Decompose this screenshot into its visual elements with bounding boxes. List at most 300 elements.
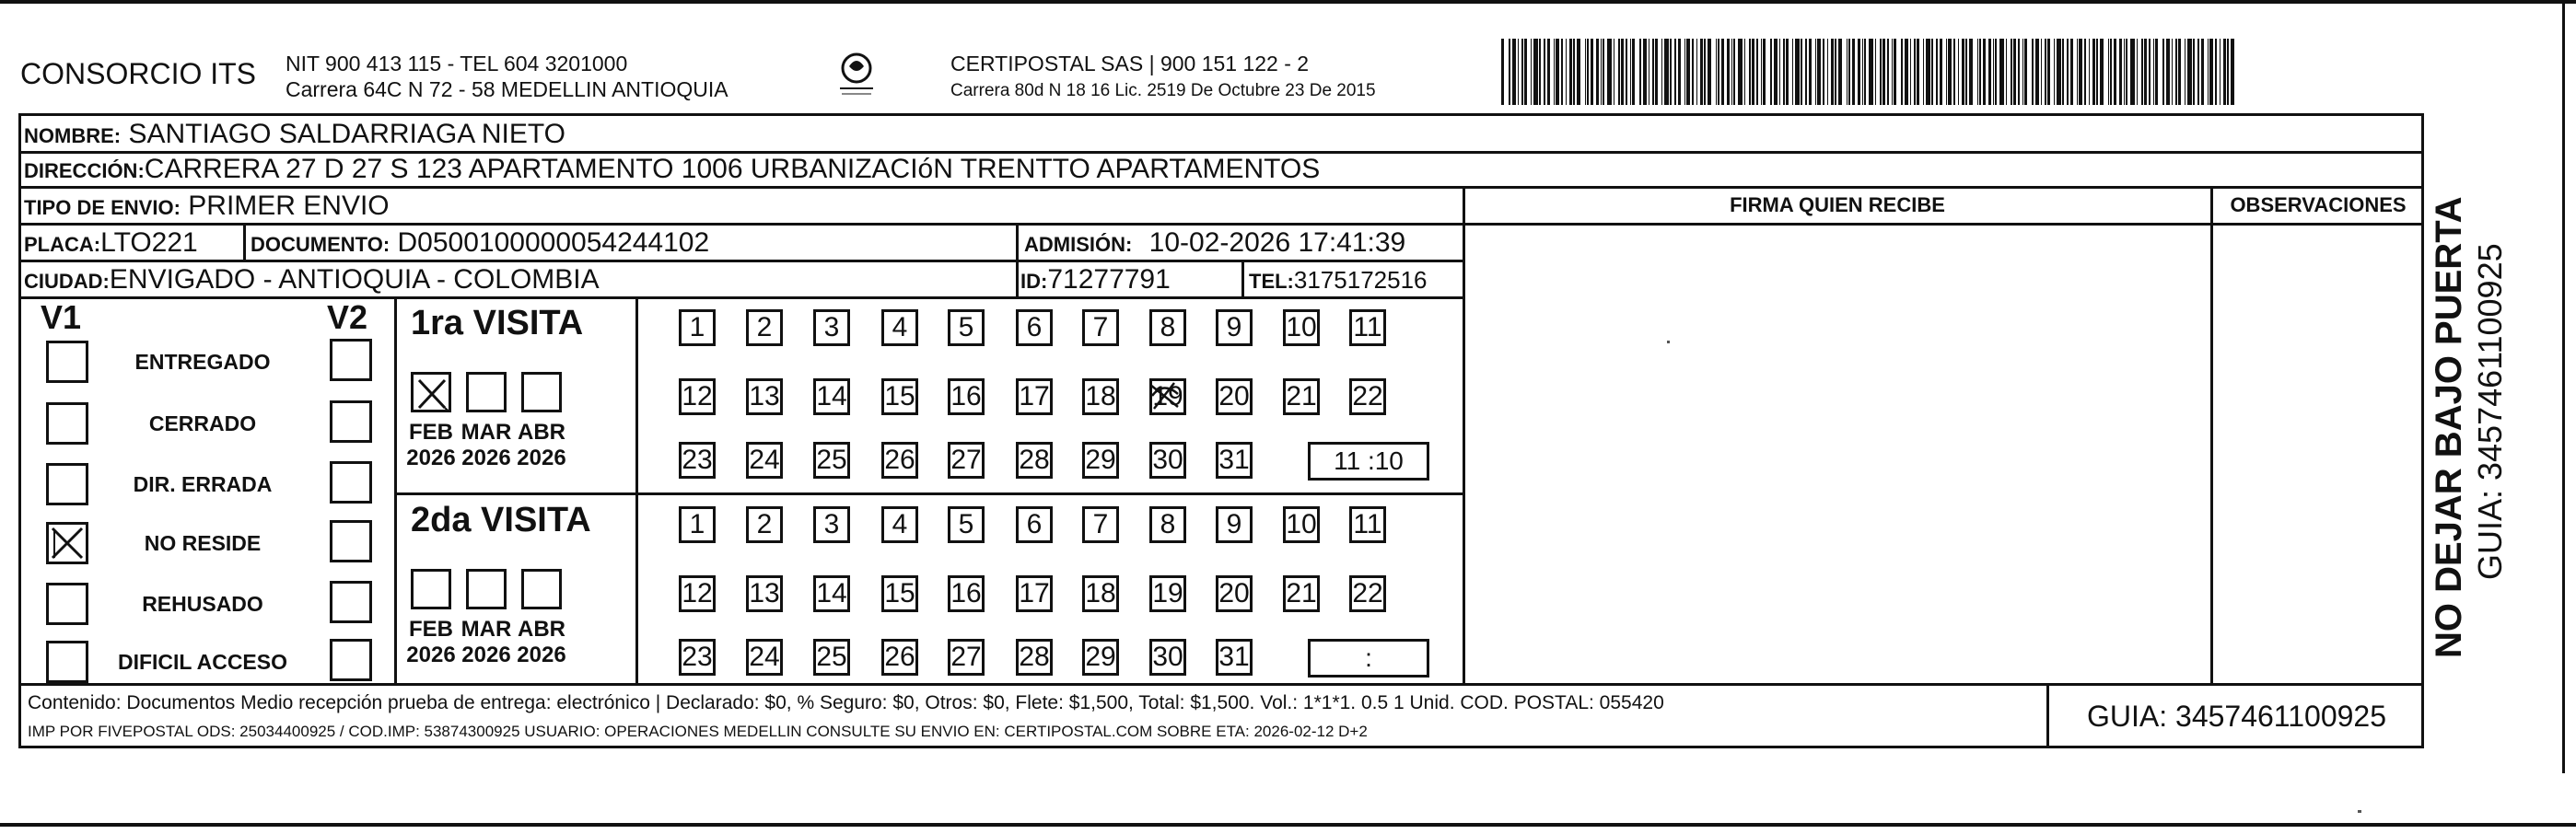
barcode — [1501, 39, 2238, 105]
barcode-bar — [2114, 39, 2116, 105]
admision-value: 10-02-2026 17:41:39 — [1148, 227, 1406, 258]
barcode-bar — [1977, 39, 1978, 105]
day-box[interactable]: 4 — [881, 309, 918, 346]
status-v2-checkbox[interactable] — [330, 339, 372, 381]
col-line — [394, 296, 397, 683]
day-box[interactable]: 5 — [948, 309, 985, 346]
barcode-bar — [2096, 39, 2098, 105]
observaciones-header: OBSERVACIONES — [2230, 193, 2407, 216]
barcode-bar — [1815, 39, 1816, 105]
barcode-bar — [2172, 39, 2173, 105]
status-label: DIR. ERRADA — [133, 472, 273, 496]
tel-label: TEL: — [1249, 270, 1294, 293]
barcode-bar — [1561, 39, 1563, 105]
day-box[interactable]: 25 — [813, 639, 850, 676]
barcode-bar — [1999, 39, 2004, 105]
status-v1-checkbox[interactable] — [46, 583, 88, 625]
day-box[interactable]: 11 — [1349, 506, 1386, 543]
barcode-bar — [1674, 39, 1676, 105]
barcode-bar — [2178, 39, 2181, 105]
month-checkbox[interactable] — [521, 372, 562, 412]
side-no-dejar: NO DEJAR BAJO PUERTA — [2429, 196, 2469, 658]
barcode-bar — [2166, 39, 2170, 105]
month-checkbox[interactable] — [411, 569, 451, 609]
barcode-bar — [2110, 39, 2112, 105]
day-box[interactable]: 7 — [1082, 309, 1119, 346]
barcode-bar — [1692, 39, 1694, 105]
barcode-bar — [2201, 39, 2204, 105]
day-box[interactable]: 23 — [679, 442, 716, 479]
barcode-bar — [1670, 39, 1672, 105]
placa-label: PLACA: — [24, 233, 101, 256]
barcode-bar — [1652, 39, 1654, 105]
month-checkbox[interactable] — [466, 569, 507, 609]
status-v1-checkbox[interactable] — [46, 341, 88, 383]
month-checkbox[interactable] — [521, 569, 562, 609]
day-box[interactable]: 29 — [1082, 442, 1119, 479]
row-line — [18, 260, 1463, 262]
day-box[interactable]: 26 — [881, 639, 918, 676]
barcode-bar — [1817, 39, 1821, 105]
barcode-bar — [2119, 39, 2122, 105]
day-box[interactable]: 16 — [948, 575, 985, 612]
month-label: ABR — [518, 617, 565, 642]
barcode-bar — [1531, 39, 1532, 105]
barcode-bar — [2153, 39, 2154, 105]
status-label: CERRADO — [148, 411, 257, 435]
barcode-bar — [1917, 39, 1919, 105]
barcode-bar — [1774, 39, 1778, 105]
barcode-bar — [1852, 39, 1855, 105]
barcode-bar — [1894, 39, 1896, 105]
barcode-bar — [1603, 39, 1604, 105]
barcode-bar — [1716, 39, 1717, 105]
year-label: 2026 — [461, 446, 511, 470]
col-line — [243, 223, 246, 261]
status-v2-checkbox[interactable] — [330, 581, 372, 623]
day-box[interactable]: 5 — [948, 506, 985, 543]
side-guia: GUIA: 3457461100925 — [2471, 243, 2509, 580]
day-box[interactable]: 13 — [746, 575, 783, 612]
row-line — [18, 186, 2424, 189]
x-mark-icon — [49, 525, 86, 562]
month-label: FEB — [409, 617, 453, 642]
barcode-bar — [1643, 39, 1647, 105]
day-box[interactable]: 13 — [746, 378, 783, 415]
barcode-bar — [1783, 39, 1785, 105]
day-box[interactable]: 15 — [881, 575, 918, 612]
barcode-bar — [1993, 39, 1994, 105]
barcode-bar — [1795, 39, 1800, 105]
day-box[interactable]: 31 — [1216, 639, 1253, 676]
barcode-bar — [2100, 39, 2104, 105]
barcode-bar — [1901, 39, 1903, 105]
barcode-bar — [2231, 39, 2234, 105]
ciudad-row — [24, 264, 600, 295]
barcode-bar — [2084, 39, 2086, 105]
day-box[interactable]: 1 — [679, 309, 716, 346]
barcode-bar — [1718, 39, 1719, 105]
barcode-bar — [1858, 39, 1860, 105]
day-box[interactable]: 28 — [1016, 639, 1053, 676]
id-label: ID: — [1020, 270, 1048, 293]
day-box[interactable]: 6 — [1016, 309, 1053, 346]
barcode-bar — [1704, 39, 1706, 105]
day-box[interactable]: 9 — [1216, 506, 1253, 543]
day-box[interactable]: 4 — [881, 506, 918, 543]
carrier-line2: Carrera 80d N 18 16 Lic. 2519 De Octubre 23 De 2015 — [950, 81, 1376, 100]
barcode-bar — [1733, 39, 1735, 105]
barcode-bar — [1607, 39, 1612, 105]
scribble-mark-icon — [1147, 377, 1183, 414]
tipo-row — [24, 191, 390, 222]
barcode-bar — [1914, 39, 1916, 105]
status-v2-checkbox[interactable] — [330, 520, 372, 562]
barcode-bar — [1869, 39, 1873, 105]
day-box[interactable]: 19 — [1149, 575, 1186, 612]
barcode-bar — [2070, 39, 2073, 105]
barcode-bar — [2155, 39, 2158, 105]
day-box[interactable]: 20 — [1216, 378, 1253, 415]
barcode-bar — [1838, 39, 1842, 105]
barcode-bar — [1684, 39, 1685, 105]
year-label: 2026 — [406, 446, 456, 470]
barcode-bar — [1792, 39, 1793, 105]
barcode-bar — [2011, 39, 2012, 105]
barcode-bar — [2006, 39, 2007, 105]
barcode-bar — [1892, 39, 1893, 105]
row-line — [18, 683, 2424, 686]
barcode-bar — [1805, 39, 1807, 105]
barcode-bar — [1848, 39, 1850, 105]
year-label: 2026 — [517, 643, 566, 667]
status-v2-checkbox[interactable] — [330, 400, 372, 443]
barcode-bar — [2018, 39, 2020, 105]
status-v1-checkbox[interactable] — [46, 522, 88, 564]
barcode-bar — [1880, 39, 1882, 105]
barcode-bar — [1882, 39, 1885, 105]
day-box[interactable]: 29 — [1082, 639, 1119, 676]
status-v2-checkbox[interactable] — [330, 461, 372, 504]
barcode-bar — [1509, 39, 1510, 105]
barcode-bar — [2079, 39, 2082, 105]
footer-guia: GUIA: 3457461100925 — [2087, 700, 2386, 733]
day-box[interactable]: 14 — [813, 575, 850, 612]
status-v1-checkbox[interactable] — [46, 402, 88, 445]
id-row — [1020, 264, 1171, 295]
day-box[interactable]: 10 — [1283, 309, 1320, 346]
barcode-bar — [1566, 39, 1567, 105]
day-box[interactable]: 7 — [1082, 506, 1119, 543]
barcode-bar — [1626, 39, 1627, 105]
status-v1-checkbox[interactable] — [46, 641, 88, 683]
barcode-bar — [2137, 39, 2138, 105]
day-box[interactable]: 11 — [1349, 309, 1386, 346]
col-line — [1463, 186, 1465, 683]
nombre-value: SANTIAGO SALDARRIAGA NIETO — [128, 119, 566, 149]
barcode-bar — [2209, 39, 2213, 105]
month-label: ABR — [518, 420, 565, 445]
day-box[interactable]: 27 — [948, 639, 985, 676]
placa-value: LTO221 — [100, 227, 198, 258]
footer-contenido: Contenido: Documentos Medio recepción prueba de entrega: electrónico | Declarado: $0, % Seguro: $0, Otros: $0, Flete: $1,500, Total: $1,500. Vol.: 1*1*1. 0.5 1 Unid. COD. POSTAL: 055420 — [28, 692, 1664, 713]
company-line1: NIT 900 413 115 - TEL 604 3201000 — [286, 52, 628, 75]
day-box[interactable]: 24 — [746, 442, 783, 479]
barcode-bar — [1827, 39, 1828, 105]
barcode-bar — [2013, 39, 2016, 105]
day-box[interactable]: 3 — [813, 506, 850, 543]
barcode-bar — [1953, 39, 1955, 105]
barcode-bar — [1875, 39, 1876, 105]
barcode-bar — [1926, 39, 1930, 105]
status-label: REHUSADO — [142, 592, 263, 616]
barcode-bar — [2022, 39, 2023, 105]
day-box[interactable]: 16 — [948, 378, 985, 415]
day-box[interactable]: 19 — [1149, 378, 1186, 415]
tel-value: 3175172516 — [1293, 266, 1428, 294]
barcode-bar — [1521, 39, 1523, 105]
top-border — [0, 0, 2576, 4]
barcode-bar — [1983, 39, 1986, 105]
day-box[interactable]: 30 — [1149, 442, 1186, 479]
tipo-value: PRIMER ENVIO — [188, 191, 390, 221]
barcode-bar — [1763, 39, 1766, 105]
certipostal-logo-icon — [829, 48, 884, 103]
barcode-bar — [1639, 39, 1641, 105]
company-line2: Carrera 64C N 72 - 58 MEDELLIN ANTIOQUIA — [286, 77, 729, 101]
barcode-bar — [2108, 39, 2109, 105]
barcode-bar — [1988, 39, 1991, 105]
nombre-label: NOMBRE: — [24, 124, 122, 147]
year-label: 2026 — [517, 446, 566, 470]
day-box[interactable]: 17 — [1016, 378, 1053, 415]
barcode-bar — [1621, 39, 1624, 105]
barcode-bar — [1835, 39, 1836, 105]
col-line — [1241, 260, 1244, 296]
status-label: DIFICIL ACCESO — [117, 650, 287, 674]
barcode-bar — [1655, 39, 1658, 105]
barcode-bar — [1749, 39, 1751, 105]
col-line — [2210, 186, 2213, 683]
barcode-bar — [1591, 39, 1593, 105]
barcode-bar — [1831, 39, 1834, 105]
barcode-bar — [1678, 39, 1681, 105]
day-box[interactable]: 21 — [1283, 378, 1320, 415]
day-box[interactable]: 31 — [1216, 442, 1253, 479]
day-box[interactable]: 12 — [679, 575, 716, 612]
stray-dot — [2358, 810, 2361, 813]
company-name: CONSORCIO ITS — [20, 57, 257, 90]
time-box[interactable]: 11 :10 — [1308, 442, 1429, 481]
barcode-bar — [2041, 39, 2042, 105]
barcode-bar — [2215, 39, 2217, 105]
right-scan-edge — [2562, 0, 2565, 773]
nombre-row — [24, 119, 565, 150]
barcode-bar — [1577, 39, 1580, 105]
status-v1-checkbox[interactable] — [46, 463, 88, 505]
barcode-bar — [1969, 39, 1973, 105]
barcode-bar — [2141, 39, 2143, 105]
barcode-bar — [1573, 39, 1575, 105]
day-box[interactable]: 8 — [1149, 309, 1186, 346]
year-label: 2026 — [406, 643, 456, 667]
barcode-bar — [2175, 39, 2177, 105]
month-checkbox[interactable] — [411, 372, 451, 412]
barcode-bar — [1809, 39, 1812, 105]
barcode-bar — [1761, 39, 1762, 105]
status-v2-checkbox[interactable] — [330, 639, 372, 681]
barcode-bar — [1752, 39, 1754, 105]
day-box[interactable]: 6 — [1016, 506, 1053, 543]
carrier-line1: CERTIPOSTAL SAS | 900 151 122 - 2 — [950, 52, 1310, 75]
day-box[interactable]: 2 — [746, 309, 783, 346]
visit-title: 2da VISITA — [411, 501, 591, 539]
barcode-bar — [2067, 39, 2069, 105]
barcode-bar — [2126, 39, 2127, 105]
barcode-bar — [1661, 39, 1662, 105]
barcode-bar — [1632, 39, 1635, 105]
barcode-bar — [1948, 39, 1952, 105]
barcode-bar — [2089, 39, 2090, 105]
month-label: FEB — [409, 420, 453, 445]
barcode-bar — [1965, 39, 1967, 105]
day-box[interactable]: 9 — [1216, 309, 1253, 346]
day-box[interactable]: 25 — [813, 442, 850, 479]
barcode-bar — [1524, 39, 1527, 105]
barcode-bar — [1554, 39, 1555, 105]
barcode-bar — [1585, 39, 1586, 105]
day-box[interactable]: 24 — [746, 639, 783, 676]
day-box[interactable]: 22 — [1349, 575, 1386, 612]
barcode-bar — [1940, 39, 1942, 105]
stray-dot — [1667, 341, 1670, 343]
bottom-border — [0, 823, 2576, 827]
ciudad-label: CIUDAD: — [24, 270, 110, 293]
barcode-bar — [1533, 39, 1538, 105]
day-box[interactable]: 23 — [679, 639, 716, 676]
col-line — [635, 296, 638, 683]
barcode-bar — [1618, 39, 1620, 105]
barcode-bar — [1887, 39, 1889, 105]
day-box[interactable]: 10 — [1283, 506, 1320, 543]
day-box[interactable]: 20 — [1216, 575, 1253, 612]
time-box[interactable]: : — [1308, 639, 1429, 678]
year-label: 2026 — [461, 643, 511, 667]
status-label: ENTREGADO — [134, 350, 271, 374]
barcode-bar — [1779, 39, 1780, 105]
v2-header: V2 — [327, 298, 368, 336]
barcode-bar — [2045, 39, 2046, 105]
day-box[interactable]: 21 — [1283, 575, 1320, 612]
barcode-bar — [2035, 39, 2039, 105]
barcode-bar — [1936, 39, 1938, 105]
barcode-bar — [1587, 39, 1589, 105]
month-label: MAR — [460, 617, 512, 642]
barcode-bar — [1664, 39, 1669, 105]
barcode-bar — [1923, 39, 1924, 105]
barcode-bar — [1864, 39, 1866, 105]
barcode-bar — [1708, 39, 1711, 105]
day-box[interactable]: 17 — [1016, 575, 1053, 612]
tipo-label: TIPO DE ENVIO: — [24, 196, 181, 219]
admision-row — [1024, 227, 1405, 259]
barcode-bar — [1696, 39, 1697, 105]
barcode-bar — [2162, 39, 2164, 105]
certipostal-logo — [829, 48, 884, 103]
barcode-bar — [1905, 39, 1908, 105]
barcode-bar — [1979, 39, 1981, 105]
day-box[interactable]: 12 — [679, 378, 716, 415]
day-box[interactable]: 14 — [813, 378, 850, 415]
documento-value: D0500100000054244102 — [397, 227, 710, 258]
barcode-bar — [1770, 39, 1772, 105]
barcode-bar — [2032, 39, 2034, 105]
day-box[interactable]: 22 — [1349, 378, 1386, 415]
x-mark-icon — [414, 375, 450, 411]
visit-title: 1ra VISITA — [411, 304, 584, 342]
barcode-bar — [2054, 39, 2055, 105]
month-checkbox[interactable] — [466, 372, 507, 412]
barcode-bar — [1539, 39, 1541, 105]
barcode-bar — [1910, 39, 1911, 105]
day-box[interactable]: 26 — [881, 442, 918, 479]
barcode-bar — [2024, 39, 2027, 105]
barcode-bar — [1738, 39, 1743, 105]
documento-label: DOCUMENTO: — [251, 233, 390, 256]
day-box[interactable]: 27 — [948, 442, 985, 479]
id-value: 71277791 — [1047, 264, 1171, 295]
barcode-bar — [1731, 39, 1732, 105]
tel-row — [1249, 266, 1428, 295]
day-box[interactable]: 2 — [746, 506, 783, 543]
barcode-bar — [1958, 39, 1959, 105]
barcode-bar — [2057, 39, 2061, 105]
direccion-label: DIRECCIÓN: — [24, 159, 145, 182]
day-box[interactable]: 15 — [881, 378, 918, 415]
barcode-bar — [2185, 39, 2186, 105]
barcode-bar — [1862, 39, 1863, 105]
firma-header: FIRMA QUIEN RECIBE — [1730, 193, 1945, 216]
barcode-bar — [1601, 39, 1602, 105]
barcode-bar — [2062, 39, 2064, 105]
day-box[interactable]: 8 — [1149, 506, 1186, 543]
day-box[interactable]: 30 — [1149, 639, 1186, 676]
day-box[interactable]: 18 — [1082, 575, 1119, 612]
barcode-bar — [2077, 39, 2078, 105]
barcode-bar — [1501, 39, 1504, 105]
barcode-bar — [1569, 39, 1572, 105]
ciudad-value: ENVIGADO - ANTIOQUIA - COLOMBIA — [109, 264, 600, 295]
row-line — [18, 296, 1463, 299]
barcode-bar — [1744, 39, 1745, 105]
day-box[interactable]: 3 — [813, 309, 850, 346]
barcode-bar — [1518, 39, 1519, 105]
day-box[interactable]: 18 — [1082, 378, 1119, 415]
row-line — [394, 492, 1463, 495]
barcode-bar — [2208, 39, 2209, 105]
barcode-bar — [1786, 39, 1789, 105]
barcode-bar — [2227, 39, 2229, 105]
barcode-bar — [2144, 39, 2147, 105]
barcode-bar — [2124, 39, 2125, 105]
row-line — [18, 223, 2424, 226]
documento-row — [251, 227, 709, 259]
barcode-bar — [1596, 39, 1599, 105]
admision-label: ADMISIÓN: — [1024, 233, 1133, 256]
barcode-bar — [2047, 39, 2050, 105]
day-box[interactable]: 28 — [1016, 442, 1053, 479]
day-box[interactable]: 1 — [679, 506, 716, 543]
